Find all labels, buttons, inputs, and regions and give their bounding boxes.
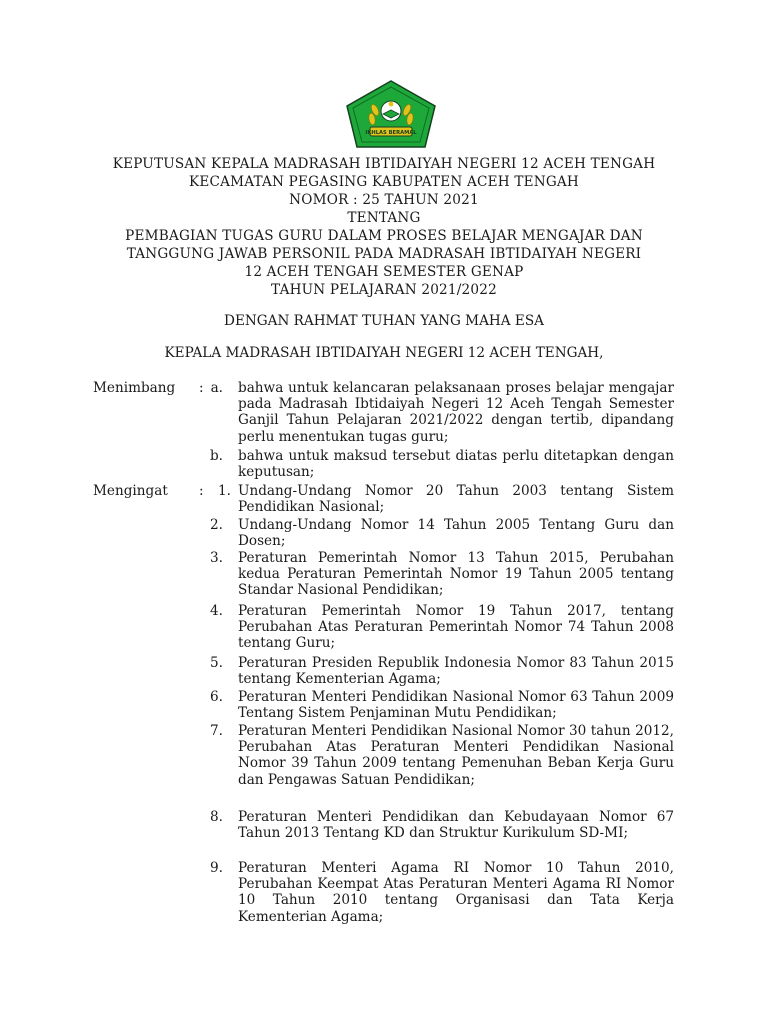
list-item-text: Peraturan Menteri Pendidikan Nasional Nomor 30 tahun 2012, Perubahan Atas Peraturan Menteri Pendidikan Nasional Nomor 39 Tahun 2009 tentang Pemenuhan Beban Kerja Guru dan Pengawas Satuan Pendidikan; <box>238 723 674 788</box>
list-item-text: Peraturan Pemerintah Nomor 19 Tahun 2017, tentang Perubahan Atas Peraturan Pemerintah Nomor 74 Tahun 2008 tentang Guru; <box>238 603 674 652</box>
list-item-text: Peraturan Menteri Agama RI Nomor 10 Tahun 2010, Perubahan Keempat Atas Peraturan Menteri Agama RI Nomor 10 Tahun 2010 tentang Organisasi dan Tata Kerja Kementerian Agama; <box>238 860 674 925</box>
list-item-marker: 5. <box>210 655 223 671</box>
title-line: TENTANG <box>347 210 421 226</box>
document-title <box>40 155 728 299</box>
list-item-marker: 2. <box>210 517 223 533</box>
list-item-marker: 4. <box>210 603 223 619</box>
menimbang-colon: : <box>199 380 204 396</box>
ministry-emblem-logo <box>345 80 437 148</box>
list-item-marker: a. <box>210 380 223 396</box>
mengingat-label: Mengingat <box>93 483 168 499</box>
title-line: KEPUTUSAN KEPALA MADRASAH IBTIDAIYAH NEGERI 12 ACEH TENGAH <box>112 156 656 172</box>
title-line: PEMBAGIAN TUGAS GURU DALAM PROSES BELAJAR MENGAJAR DAN <box>125 228 643 244</box>
list-item-marker: b. <box>209 448 223 464</box>
official-line: KEPALA MADRASAH IBTIDAIYAH NEGERI 12 ACEH TENGAH, <box>164 345 604 361</box>
menimbang-label: Menimbang <box>93 380 176 396</box>
list-item-marker: 1. <box>218 483 231 499</box>
list-item-text: Undang-Undang Nomor 20 Tahun 2003 tentang Sistem Pendidikan Nasional; <box>238 483 674 516</box>
title-line: 12 ACEH TENGAH SEMESTER GENAP <box>244 264 524 280</box>
title-line: TANGGUNG JAWAB PERSONIL PADA MADRASAH IBTIDAIYAH NEGERI <box>126 246 642 262</box>
list-item-marker: 7. <box>210 723 223 739</box>
greeting-line: DENGAN RAHMAT TUHAN YANG MAHA ESA <box>224 313 544 329</box>
list-item-marker: 3. <box>210 550 223 566</box>
mengingat-colon: : <box>199 483 204 499</box>
svg-text:IKHLAS BERAMAL: IKHLAS BERAMAL <box>365 130 417 136</box>
list-item-text: Peraturan Menteri Pendidikan Nasional Nomor 63 Tahun 2009 Tentang Sistem Penjaminan Mutu Pendidikan; <box>238 689 674 722</box>
list-item-marker: 6. <box>210 689 223 705</box>
list-item-text: Peraturan Menteri Pendidikan dan Kebudayaan Nomor 67 Tahun 2013 Tentang KD dan Struktur Kurikulum SD-MI; <box>238 809 674 842</box>
list-item-marker: 8. <box>210 809 223 825</box>
title-line: TAHUN PELAJARAN 2021/2022 <box>271 282 497 298</box>
list-item-text: Peraturan Pemerintah Nomor 13 Tahun 2015, Perubahan kedua Peraturan Pemerintah Nomor 19 Tahun 2005 tentang Standar Nasional Pendidikan; <box>238 550 674 599</box>
list-item-text: Peraturan Presiden Republik Indonesia Nomor 83 Tahun 2015 tentang Kementerian Agama; <box>238 655 674 688</box>
list-item-text: Undang-Undang Nomor 14 Tahun 2005 Tentang Guru dan Dosen; <box>238 517 674 550</box>
title-line: KECAMATAN PEGASING KABUPATEN ACEH TENGAH <box>189 174 579 190</box>
list-item-marker: 9. <box>210 860 223 876</box>
title-line: NOMOR : 25 TAHUN 2021 <box>289 192 479 208</box>
list-item-text: bahwa untuk kelancaran pelaksanaan proses belajar mengajar pada Madrasah Ibtidaiyah Negeri 12 Aceh Tengah Semester Ganjil Tahun Pelajaran 2021/2022 dengan tertib, dipandang perlu menentukan tugas guru; <box>238 380 674 445</box>
list-item-text: bahwa untuk maksud tersebut diatas perlu ditetapkan dengan keputusan; <box>238 448 674 481</box>
